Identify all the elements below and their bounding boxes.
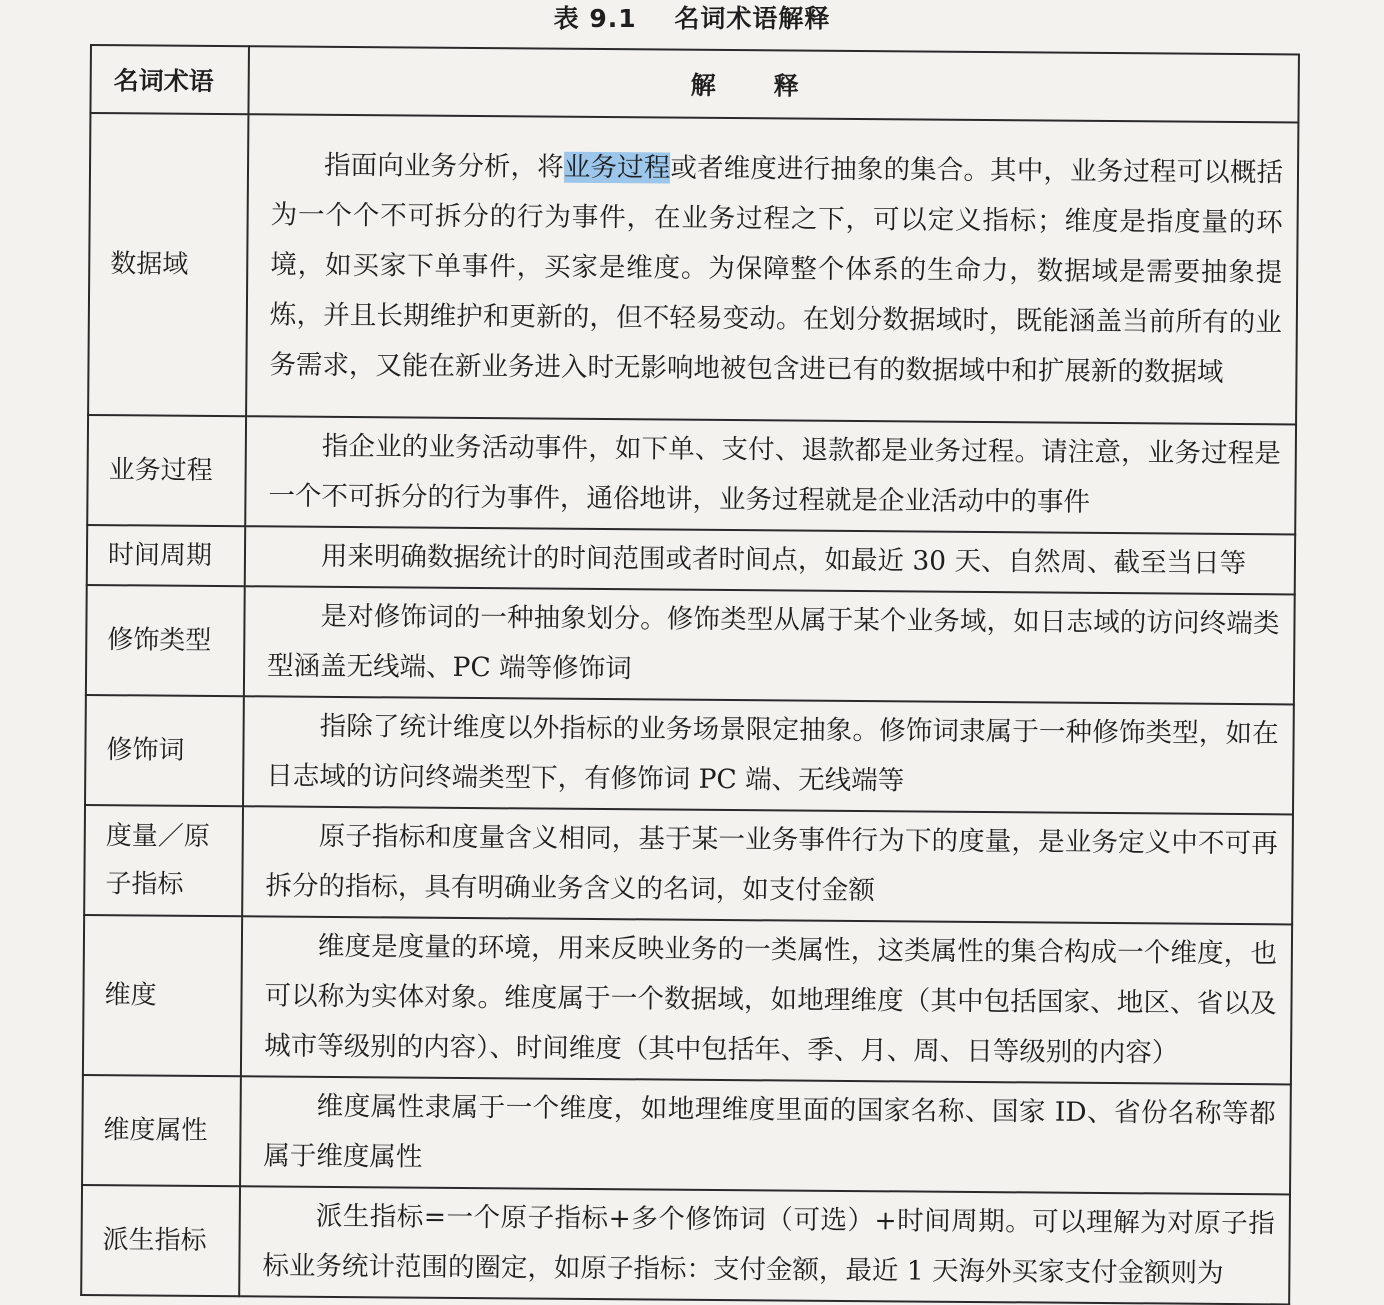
explanation-cell: 原子指标和度量含义相同，基于某一业务事件行为下的度量，是业务定义中不可再拆分的指标，具有明确业务含义的名词，如支付金额 bbox=[242, 806, 1293, 924]
term-cell: 数据域 bbox=[88, 113, 248, 416]
explanation-cell: 维度属性隶属于一个维度，如地理维度里面的国家名称、国家 ID、省份名称等都属于维度属性 bbox=[240, 1076, 1291, 1194]
explanation-cell: 维度是度量的环境，用来反映业务的一类属性，这类属性的集合构成一个维度，也可以称为实体对象。维度属于一个数据域，如地理维度（其中包括国家、地区、省以及城市等级别的内容）、时间维度（其中包括年、季、月、周、日等级别的内容） bbox=[241, 916, 1292, 1084]
table-row bbox=[87, 525, 1295, 594]
table-row bbox=[86, 585, 1295, 704]
term-cell: 维度属性 bbox=[82, 1075, 241, 1186]
table-row bbox=[88, 113, 1298, 424]
term-cell: 维度 bbox=[83, 915, 242, 1076]
explanation-cell: 派生指标=一个原子指标+多个修饰词（可选）+时间周期。可以理解为对原子指标业务统计范围的圈定，如原子指标：支付金额，最近 1 天海外买家支付金额则为 bbox=[239, 1186, 1290, 1304]
explanation-cell[interactable] bbox=[246, 114, 1298, 424]
term-cell: 业务过程 bbox=[87, 415, 246, 526]
table-row bbox=[81, 1185, 1290, 1304]
term-cell: 修饰词 bbox=[85, 695, 244, 806]
term-cell: 度量／原子指标 bbox=[84, 805, 243, 916]
explanation-cell: 是对修饰词的一种抽象划分。修饰类型从属于某个业务域，如日志域的访问终端类型涵盖无线端、PC 端等修饰词 bbox=[244, 586, 1295, 704]
term-cell: 时间周期 bbox=[87, 525, 245, 586]
table-header-row bbox=[90, 45, 1298, 122]
header-term: 名词术语 bbox=[90, 45, 249, 114]
table-row bbox=[85, 695, 1294, 814]
header-explanation: 解释 bbox=[248, 46, 1299, 122]
explanation-cell: 指企业的业务活动事件，如下单、支付、退款都是业务过程。请注意，业务过程是一个不可拆分的行为事件，通俗地讲，业务过程就是企业活动中的事件 bbox=[245, 416, 1296, 534]
term-cell: 修饰类型 bbox=[86, 585, 245, 696]
explanation-cell: 指除了统计维度以外指标的业务场景限定抽象。修饰词隶属于一种修饰类型，如在日志域的访问终端类型下，有修饰词 PC 端、无线端等 bbox=[243, 696, 1294, 814]
table-row bbox=[84, 805, 1293, 924]
table-row bbox=[87, 415, 1296, 534]
explanation-text: 或者维度进行抽象的集合。其中，业务过程可以概括为一个个不可拆分的行为事件，在业务过程之下，可以定义指标；维度是指度量的环境，如买家下单事件，买家是维度。为保障整个体系的生命力，数据域是需要抽象提炼，并且长期维护和更新的，但不轻易变动。在划分数据域时，既能涵盖当前所有的业务需求，又能在新业务进入时无影响地被包含进已有的数据域中和扩展新的数据域 bbox=[269, 152, 1284, 388]
table-caption bbox=[0, 0, 1384, 38]
explanation-cell: 用来明确数据统计的时间范围或者时间点，如最近 30 天、自然周、截至当日等 bbox=[245, 526, 1295, 594]
table-title: 名词术语解释 bbox=[674, 4, 831, 33]
table-row bbox=[83, 915, 1292, 1084]
table-row bbox=[82, 1075, 1291, 1194]
table-number: 表 9.1 bbox=[553, 4, 637, 33]
highlighted-selection[interactable]: 业务过程 bbox=[563, 151, 671, 184]
term-cell: 派生指标 bbox=[81, 1185, 240, 1296]
explanation-text: 指面向业务分析，将 bbox=[323, 149, 564, 183]
terms-table bbox=[80, 44, 1300, 1305]
